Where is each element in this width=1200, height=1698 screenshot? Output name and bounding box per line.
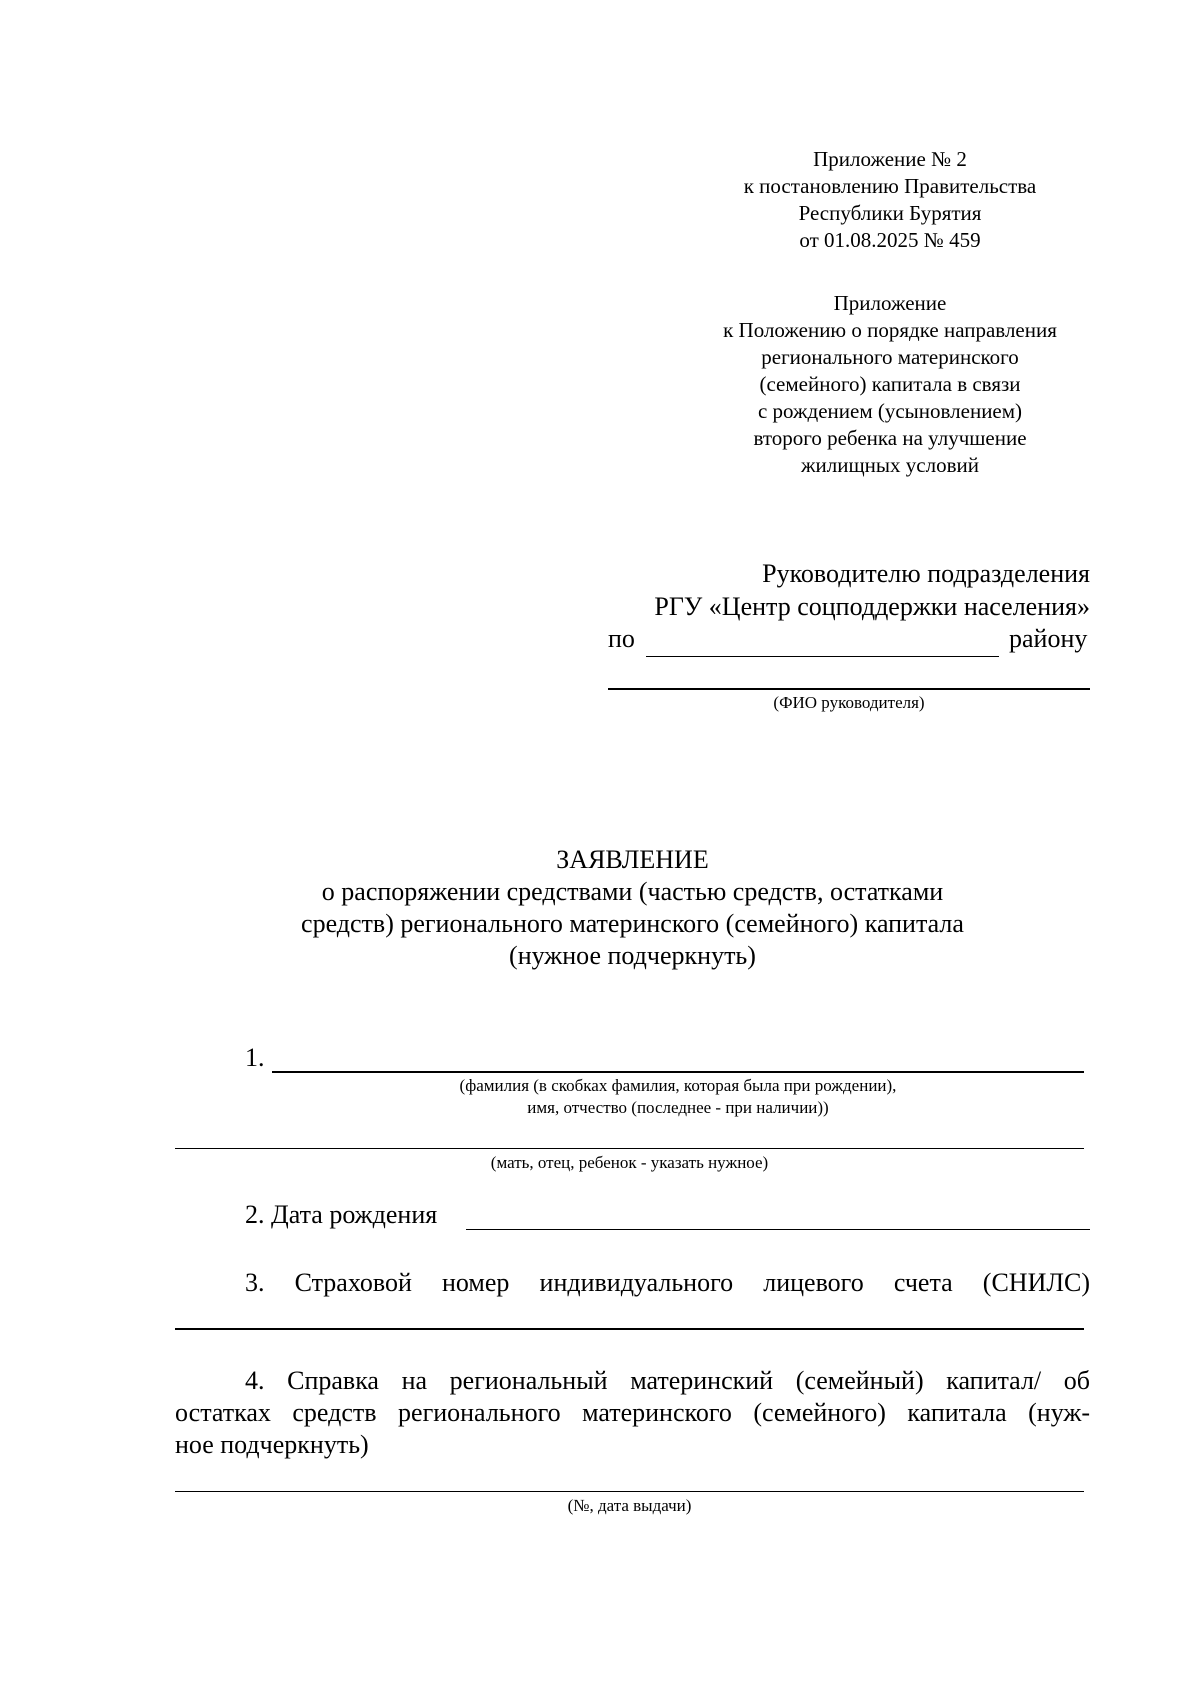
title-heading: ЗАЯВЛЕНИЕ bbox=[556, 845, 709, 874]
document-title bbox=[175, 844, 1090, 972]
appendix-line: Приложение № 2 bbox=[813, 147, 967, 171]
birth-date-blank-line[interactable] bbox=[466, 1229, 1090, 1230]
appendix-header bbox=[690, 146, 1090, 254]
title-line: средств) регионального материнского (семейного) капитала bbox=[301, 909, 964, 938]
appendix-line: Республики Бурятия bbox=[798, 201, 982, 225]
snils-blank-line[interactable] bbox=[175, 1328, 1084, 1330]
full-name-blank-line[interactable] bbox=[272, 1071, 1084, 1073]
relation-blank-line[interactable] bbox=[175, 1148, 1084, 1149]
appendix-line: от 01.08.2025 № 459 bbox=[799, 228, 981, 252]
full-name-caption-1: (фамилия (в скобках фамилия, которая была при рождении), bbox=[459, 1076, 897, 1095]
appendix-regulation-line: Приложение bbox=[833, 291, 947, 315]
district-blank-line[interactable] bbox=[646, 656, 999, 657]
certificate-blank-line[interactable] bbox=[175, 1491, 1084, 1492]
appendix-line: к постановлению Правительства bbox=[743, 174, 1037, 198]
full-name-caption-2: имя, отчество (последнее - при наличии)) bbox=[527, 1098, 829, 1117]
head-name-blank-line[interactable] bbox=[608, 688, 1090, 690]
title-line: о распоряжении средствами (частью средств, остатками bbox=[321, 877, 944, 906]
addressee-line-1: Руководителю подразделения bbox=[762, 559, 1090, 588]
relation-caption: (мать, отец, ребенок - указать нужное) bbox=[490, 1153, 769, 1172]
certificate-line-2: остатках средств регионального материнского (семейного) капитала (нуж- bbox=[175, 1398, 1090, 1427]
title-line: (нужное подчеркнуть) bbox=[509, 941, 756, 970]
appendix-regulation-header bbox=[690, 290, 1090, 479]
item-1-number: 1. bbox=[245, 1043, 265, 1072]
appendix-regulation-line: к Положению о порядке направления bbox=[723, 318, 1057, 342]
appendix-regulation-line: (семейного) капитала в связи bbox=[759, 372, 1021, 396]
head-name-caption: (ФИО руководителя) bbox=[773, 693, 925, 712]
addressee-line-2: РГУ «Центр соцподдержки населения» bbox=[654, 592, 1090, 621]
appendix-regulation-line: регионального материнского bbox=[761, 345, 1019, 369]
certificate-line-3: ное подчеркнуть) bbox=[175, 1430, 369, 1459]
addressee-district-prefix: по bbox=[608, 624, 635, 653]
appendix-regulation-line: второго ребенка на улучшение bbox=[753, 426, 1027, 450]
certificate-caption: (№, дата выдачи) bbox=[567, 1496, 692, 1515]
addressee-district-suffix: району bbox=[1009, 624, 1088, 653]
appendix-regulation-line: с рождением (усыновлением) bbox=[757, 399, 1023, 423]
birth-date-label: 2. Дата рождения bbox=[245, 1200, 438, 1229]
snils-label: 3. Страховой номер индивидуального лицевого счета (СНИЛС) bbox=[245, 1268, 1090, 1297]
appendix-regulation-line: жилищных условий bbox=[801, 453, 979, 477]
certificate-line-1: 4. Справка на региональный материнский (семейный) капитал/ об bbox=[245, 1366, 1090, 1395]
